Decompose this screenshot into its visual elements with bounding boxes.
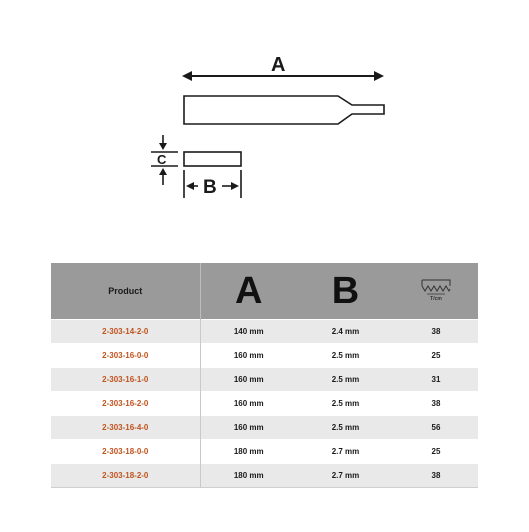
spec-table <box>51 263 478 488</box>
cell-a: 180 mm <box>200 464 297 488</box>
header-product: Product <box>51 263 200 320</box>
cell-b: 2.5 mm <box>297 368 394 392</box>
header-b: B <box>297 263 394 320</box>
cell-a: 160 mm <box>200 344 297 368</box>
cell-teeth: 38 <box>394 392 478 416</box>
file-side-view <box>184 96 384 124</box>
cell-teeth: 31 <box>394 368 478 392</box>
cell-b: 2.5 mm <box>297 416 394 440</box>
cell-a: 180 mm <box>200 440 297 464</box>
table-row <box>51 440 478 464</box>
table-row <box>51 344 478 368</box>
cell-teeth: 56 <box>394 416 478 440</box>
table-row <box>51 320 478 344</box>
label-b: B <box>203 177 217 198</box>
header-teeth <box>394 263 478 320</box>
label-c: C <box>157 152 167 167</box>
cell-product: 2-303-16-1-0 <box>51 368 200 392</box>
cell-teeth: 25 <box>394 440 478 464</box>
cell-product: 2-303-16-4-0 <box>51 416 200 440</box>
cell-product: 2-303-14-2-0 <box>51 320 200 344</box>
cell-product: 2-303-16-2-0 <box>51 392 200 416</box>
label-a: A <box>271 54 286 76</box>
cell-product: 2-303-16-0-0 <box>51 344 200 368</box>
cell-b: 2.7 mm <box>297 464 394 488</box>
cell-product: 2-303-18-0-0 <box>51 440 200 464</box>
cell-a: 140 mm <box>200 320 297 344</box>
cell-teeth: 25 <box>394 344 478 368</box>
table-row <box>51 368 478 392</box>
cell-b: 2.4 mm <box>297 320 394 344</box>
teeth-unit-label: T/cm <box>430 295 442 302</box>
table-row <box>51 392 478 416</box>
cell-teeth: 38 <box>394 320 478 344</box>
header-a: A <box>200 263 297 320</box>
table-row <box>51 464 478 488</box>
teeth-per-cm-icon <box>419 276 453 302</box>
cell-b: 2.7 mm <box>297 440 394 464</box>
cell-a: 160 mm <box>200 416 297 440</box>
cell-teeth: 38 <box>394 464 478 488</box>
cell-a: 160 mm <box>200 392 297 416</box>
cell-b: 2.5 mm <box>297 344 394 368</box>
table-header-row <box>51 263 478 320</box>
table-row <box>51 416 478 440</box>
file-dimension-diagram <box>0 0 529 230</box>
cell-b: 2.5 mm <box>297 392 394 416</box>
cell-a: 160 mm <box>200 368 297 392</box>
cell-product: 2-303-18-2-0 <box>51 464 200 488</box>
file-cross-section <box>184 152 241 166</box>
